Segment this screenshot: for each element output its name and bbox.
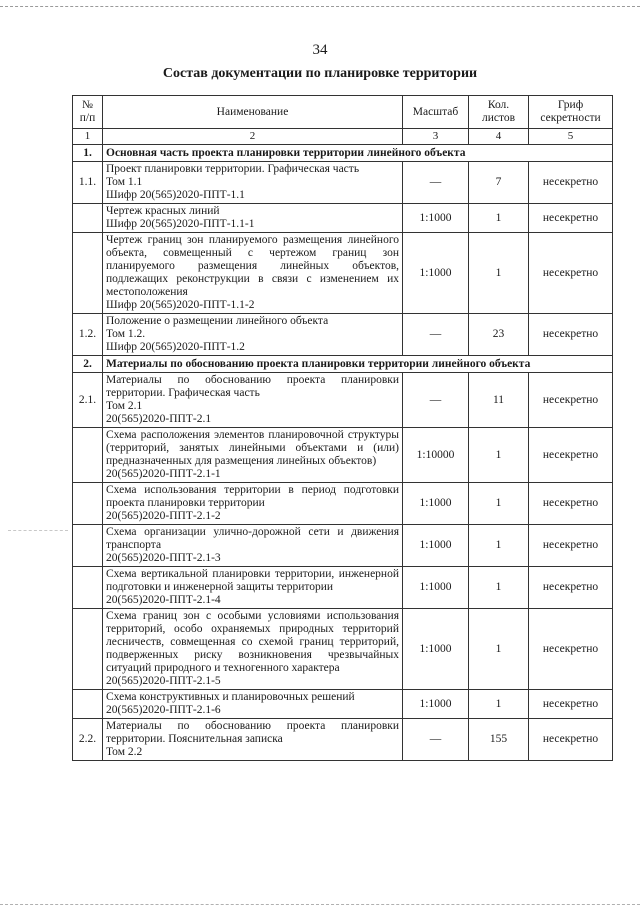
scale-cell: — (403, 373, 469, 428)
document-name (103, 314, 403, 356)
document-name (103, 567, 403, 609)
row-number (73, 690, 103, 719)
row-number: 2.1. (73, 373, 103, 428)
secrecy-label: несекретно (529, 373, 613, 428)
scale-cell: 1:1000 (403, 204, 469, 233)
document-name-line: Материалы по обоснованию проекта планировки территории. Графическая часть (106, 374, 399, 399)
sheets-count: 11 (469, 373, 529, 428)
row-number (73, 233, 103, 314)
document-name (103, 373, 403, 428)
secrecy-label: несекретно (529, 525, 613, 567)
document-name-line: Положение о размещении линейного объекта (106, 315, 329, 327)
sheets-count: 1 (469, 428, 529, 483)
table-row (73, 233, 613, 314)
secrecy-label: несекретно (529, 314, 613, 356)
document-name-line: Материалы по обоснованию проекта планировки территории. Пояснительная записка (106, 720, 399, 745)
row-number: 1. (73, 145, 103, 162)
scan-artifact (8, 530, 68, 531)
row-number (73, 609, 103, 690)
document-name-line: 20(565)2020-ППТ-2.1-5 (106, 675, 221, 687)
row-number: 2.2. (73, 719, 103, 761)
table-row (73, 314, 613, 356)
scan-edge-top (0, 6, 640, 7)
section-title: Материалы по обоснованию проекта планировки территории линейного объекта (103, 356, 613, 373)
column-number: 3 (403, 129, 469, 145)
table-row (73, 373, 613, 428)
secrecy-label: несекретно (529, 162, 613, 204)
table-row (73, 609, 613, 690)
document-name-line: Том 1.1 (106, 176, 143, 188)
document-name-line: Схема организации улично-дорожной сети и движения транспорта (106, 526, 399, 551)
row-number: 1.2. (73, 314, 103, 356)
document-name-line: Схема конструктивных и планировочных решений (106, 691, 355, 703)
document-name-line: Шифр 20(565)2020-ППТ-1.1-2 (106, 299, 255, 311)
scale-cell: 1:1000 (403, 525, 469, 567)
header-scale: Масштаб (403, 96, 469, 129)
document-name (103, 719, 403, 761)
scale-cell: — (403, 162, 469, 204)
document-name (103, 525, 403, 567)
scale-cell: — (403, 719, 469, 761)
table-row (73, 162, 613, 204)
sheets-count: 1 (469, 204, 529, 233)
sheets-count: 23 (469, 314, 529, 356)
column-number: 4 (469, 129, 529, 145)
document-name-line: 20(565)2020-ППТ-2.1-1 (106, 468, 221, 480)
sheets-count: 1 (469, 609, 529, 690)
secrecy-label: несекретно (529, 567, 613, 609)
document-name-line: Шифр 20(565)2020-ППТ-1.2 (106, 341, 245, 353)
section-row (73, 356, 613, 373)
sheets-count: 7 (469, 162, 529, 204)
secrecy-label: несекретно (529, 428, 613, 483)
document-name-line: Схема использования территории в период подготовки проекта планировки территории (106, 484, 399, 509)
sheets-count: 1 (469, 233, 529, 314)
row-number: 1.1. (73, 162, 103, 204)
document-name (103, 483, 403, 525)
sheets-count: 1 (469, 525, 529, 567)
table-row (73, 204, 613, 233)
header-secrecy: Гриф секретности (529, 96, 613, 129)
document-name (103, 233, 403, 314)
sheets-count: 1 (469, 567, 529, 609)
table-row (73, 690, 613, 719)
document-name-line: Проект планировки территории. Графическая часть (106, 163, 360, 175)
document-name-line: Шифр 20(565)2020-ППТ-1.1 (106, 189, 245, 201)
row-number (73, 525, 103, 567)
document-name (103, 204, 403, 233)
page-number: 34 (312, 42, 328, 58)
scan-edge-bottom (0, 904, 640, 905)
scale-cell: 1:1000 (403, 609, 469, 690)
row-number (73, 428, 103, 483)
document-name (103, 609, 403, 690)
scale-cell: — (403, 314, 469, 356)
row-number (73, 483, 103, 525)
secrecy-label: несекретно (529, 233, 613, 314)
row-number: 2. (73, 356, 103, 373)
documentation-table (72, 95, 613, 761)
table-row (73, 719, 613, 761)
document-name-line: 20(565)2020-ППТ-2.1-6 (106, 704, 221, 716)
sheets-count: 1 (469, 483, 529, 525)
document-name (103, 690, 403, 719)
scale-cell: 1:1000 (403, 690, 469, 719)
table-row (73, 567, 613, 609)
secrecy-label: несекретно (529, 609, 613, 690)
secrecy-label: несекретно (529, 483, 613, 525)
document-name-line: Том 2.1 (106, 400, 143, 412)
document-name-line: Том 2.2 (106, 746, 143, 758)
header-sheets: Кол. листов (469, 96, 529, 129)
sheets-count: 155 (469, 719, 529, 761)
table-row (73, 483, 613, 525)
column-number: 2 (103, 129, 403, 145)
row-number (73, 204, 103, 233)
document-name-line: 20(565)2020-ППТ-2.1-4 (106, 594, 221, 606)
table-row (73, 428, 613, 483)
column-number-row (73, 129, 613, 145)
document-name-line: Схема границ зон с особыми условиями использования территорий, особо охраняемых природных территорий лесничеств, совмещенная со схемой границ территорий, подверженных риску возникновения чрезвычайных ситуаций природного и техногенного характера (106, 610, 399, 674)
scale-cell: 1:1000 (403, 567, 469, 609)
document-name-line: Том 1.2. (106, 328, 146, 340)
column-number: 1 (73, 129, 103, 145)
row-number (73, 567, 103, 609)
document-name-line: Чертеж границ зон планируемого размещения линейного объекта, совмещенный с чертежом границ зон планируемого размещения линейных объектов, подлежащих реконструкции в связи с изменением их местоположения (106, 234, 399, 298)
page-title: Состав документации по планировке территории (162, 66, 478, 81)
section-row (73, 145, 613, 162)
scale-cell: 1:1000 (403, 233, 469, 314)
document-name-line: 20(565)2020-ППТ-2.1-2 (106, 510, 221, 522)
header-name: Наименование (103, 96, 403, 129)
scale-cell: 1:10000 (403, 428, 469, 483)
secrecy-label: несекретно (529, 690, 613, 719)
column-number: 5 (529, 129, 613, 145)
secrecy-label: несекретно (529, 719, 613, 761)
section-title: Основная часть проекта планировки территории линейного объекта (103, 145, 613, 162)
document-name (103, 162, 403, 204)
secrecy-label: несекретно (529, 204, 613, 233)
sheets-count: 1 (469, 690, 529, 719)
document-name (103, 428, 403, 483)
document-name-line: Чертеж красных линий (106, 205, 220, 217)
document-name-line: Схема расположения элементов планировочной структуры (территорий, занятых линейными объектами и (или) предназначенных для размещения линейных объектов) (106, 429, 399, 467)
scale-cell: 1:1000 (403, 483, 469, 525)
document-name-line: Шифр 20(565)2020-ППТ-1.1-1 (106, 218, 255, 230)
document-name-line: Схема вертикальной планировки территории, инженерной подготовки и инженерной защиты территории (106, 568, 399, 593)
table-header-row (73, 96, 613, 129)
document-name-line: 20(565)2020-ППТ-2.1 (106, 413, 212, 425)
header-no: № п/п (73, 96, 103, 129)
document-name-line: 20(565)2020-ППТ-2.1-3 (106, 552, 221, 564)
table-row (73, 525, 613, 567)
